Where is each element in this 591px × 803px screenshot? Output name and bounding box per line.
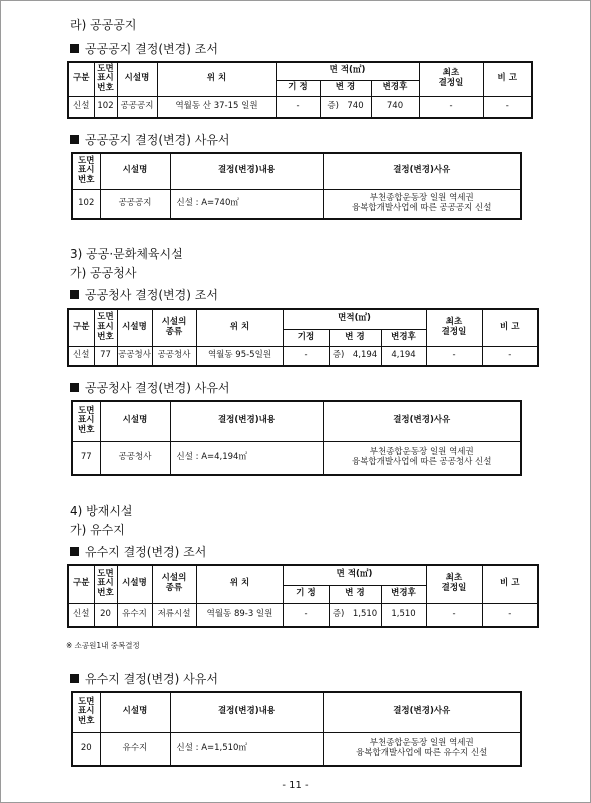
col-facility-kind: 시설의 종류: [152, 309, 196, 346]
col-area-change: 변 경: [320, 80, 371, 96]
col-area-after: 변경후: [381, 585, 426, 603]
cell-area-after: 4,194: [381, 346, 426, 366]
cell-decision-content: 신설 : A=4,194㎡: [170, 441, 323, 475]
col-area-after: 변경후: [381, 329, 426, 346]
cell-area-existing: -: [283, 346, 329, 366]
col-location: 위 치: [196, 565, 283, 603]
cell-facility-name: 공공청사: [117, 346, 152, 366]
reason-title-retention-pond: [70, 670, 218, 687]
col-facility-name: 시설명: [100, 153, 170, 189]
table-title-text: 공공공지 결정(변경) 조서: [85, 42, 218, 56]
col-facility-name: 시설명: [117, 62, 157, 96]
cell-map-number: 102: [72, 189, 100, 219]
col-facility-name: 시설명: [100, 692, 170, 732]
cell-facility-name: 공공청사: [100, 441, 170, 475]
cell-map-number: 20: [72, 732, 100, 766]
col-gubun: 구분: [68, 309, 94, 346]
table-row: [72, 189, 521, 219]
col-location: 위 치: [196, 309, 283, 346]
col-location: 위 치: [157, 62, 276, 96]
table-title-retention-pond: [70, 543, 206, 560]
cell-area-after: 1,510: [381, 603, 426, 627]
col-area-existing: 기 정: [276, 80, 320, 96]
col-gubun: 구분: [68, 62, 94, 96]
cell-facility-name: 유수지: [100, 732, 170, 766]
col-area-existing: 기 정: [283, 585, 329, 603]
cell-location: 역월동 95-5일원: [196, 346, 283, 366]
cell-gubun: 신설: [68, 96, 94, 118]
col-decision-content: 결정(변경)내용: [170, 153, 323, 189]
cell-gubun: 신설: [68, 346, 94, 366]
reason-title-public-space: [70, 131, 230, 148]
reason-title-government-office: [70, 379, 230, 396]
cell-facility-kind: 공공청사: [152, 346, 196, 366]
footnote-duplicate-decision: ※ 소공원1내 중복결정: [66, 641, 140, 650]
black-square-icon: [70, 135, 79, 144]
col-facility-kind: 시설의 종류: [152, 565, 196, 603]
col-map-number: 도면 표시 번호: [94, 309, 117, 346]
cell-first-decision: -: [426, 603, 482, 627]
cell-map-number: 77: [94, 346, 117, 366]
cell-location: 역월동 산 37-15 일원: [157, 96, 276, 118]
cell-map-number: 77: [72, 441, 100, 475]
col-decision-content: 결정(변경)내용: [170, 401, 323, 441]
public-space-decision-table: [67, 61, 533, 119]
col-area: 면 적(㎡): [276, 62, 419, 80]
cell-map-number: 102: [94, 96, 117, 118]
cell-decision-reason: 부천종합운동장 일원 역세권 융복합개발사업에 따른 유수지 신설: [323, 732, 521, 766]
col-decision-reason: 결정(변경)사유: [323, 401, 521, 441]
col-remark: 비 고: [483, 62, 532, 96]
cell-area-after: 740: [371, 96, 419, 118]
section-heading-public-culture: 3) 공공·문화체육시설: [70, 247, 183, 261]
col-first-decision: 최초 결정일: [419, 62, 483, 96]
reason-title-text: 공공청사 결정(변경) 사유서: [85, 381, 230, 395]
table-row: [72, 441, 521, 475]
cell-location: 역월동 89-3 일원: [196, 603, 283, 627]
cell-decision-reason: 부천종합운동장 일원 역세권 융복합개발사업에 따른 공공청사 신설: [323, 441, 521, 475]
black-square-icon: [70, 547, 79, 556]
section-heading-public-space: 라) 공공공지: [70, 18, 137, 32]
subheading-retention-pond: 가) 유수지: [70, 523, 125, 537]
cell-decision-reason: 부천종합운동장 일원 역세권 융복합개발사업에 따른 공공공지 신설: [323, 189, 521, 219]
col-first-decision: 최초 결정일: [426, 309, 482, 346]
cell-remark: -: [483, 96, 532, 118]
table-row: [68, 96, 532, 118]
cell-remark: -: [482, 346, 538, 366]
col-map-number: 도면 표시 번호: [72, 401, 100, 441]
black-square-icon: [70, 674, 79, 683]
retention-pond-reason-table: [71, 691, 522, 767]
cell-area-change: 증) 740: [320, 96, 371, 118]
cell-first-decision: -: [426, 346, 482, 366]
cell-area-existing: -: [283, 603, 329, 627]
col-area-existing: 기정: [283, 329, 329, 346]
black-square-icon: [70, 290, 79, 299]
cell-facility-name: 유수지: [117, 603, 152, 627]
cell-area-change: 증) 1,510: [329, 603, 381, 627]
col-remark: 비 고: [482, 565, 538, 603]
table-title-government-office: [70, 286, 218, 303]
cell-decision-content: 신설 : A=1,510㎡: [170, 732, 323, 766]
reason-title-text: 유수지 결정(변경) 사유서: [85, 672, 218, 686]
col-remark: 비 고: [482, 309, 538, 346]
col-facility-name: 시설명: [117, 565, 152, 603]
page-number: - 11 -: [282, 780, 309, 791]
col-decision-reason: 결정(변경)사유: [323, 153, 521, 189]
cell-facility-name: 공공공지: [100, 189, 170, 219]
col-area-after: 변경후: [371, 80, 419, 96]
section-heading-disaster-prevention: 4) 방재시설: [70, 504, 133, 518]
table-row: [68, 603, 538, 627]
subheading-government-office: 가) 공공청사: [70, 266, 137, 280]
government-office-decision-table: [67, 308, 539, 367]
col-area-change: 변 경: [329, 585, 381, 603]
col-map-number: 도면 표시 번호: [72, 153, 100, 189]
col-decision-reason: 결정(변경)사유: [323, 692, 521, 732]
col-facility-name: 시설명: [100, 401, 170, 441]
table-title-text: 공공청사 결정(변경) 조서: [85, 288, 218, 302]
table-title-public-space: [70, 40, 218, 57]
cell-area-existing: -: [276, 96, 320, 118]
col-map-number: 도면 표시 번호: [94, 565, 117, 603]
cell-facility-name: 공공공지: [117, 96, 157, 118]
black-square-icon: [70, 44, 79, 53]
table-row: [72, 732, 521, 766]
table-row: [68, 346, 538, 366]
col-decision-content: 결정(변경)내용: [170, 692, 323, 732]
cell-remark: -: [482, 603, 538, 627]
retention-pond-decision-table: [67, 564, 539, 628]
cell-map-number: 20: [94, 603, 117, 627]
cell-decision-content: 신설 : A=740㎡: [170, 189, 323, 219]
col-map-number: 도면 표시 번호: [72, 692, 100, 732]
cell-first-decision: -: [419, 96, 483, 118]
table-title-text: 유수지 결정(변경) 조서: [85, 545, 207, 559]
cell-facility-kind: 저류시설: [152, 603, 196, 627]
col-area: 면 적(㎡): [283, 565, 426, 585]
col-gubun: 구분: [68, 565, 94, 603]
cell-gubun: 신설: [68, 603, 94, 627]
col-first-decision: 최초 결정일: [426, 565, 482, 603]
black-square-icon: [70, 383, 79, 392]
government-office-reason-table: [71, 400, 522, 476]
col-facility-name: 시설명: [117, 309, 152, 346]
col-area: 면적(㎡): [283, 309, 426, 329]
reason-title-text: 공공공지 결정(변경) 사유서: [85, 133, 230, 147]
col-area-change: 변 경: [329, 329, 381, 346]
cell-area-change: 증) 4,194: [329, 346, 381, 366]
public-space-reason-table: [71, 152, 522, 220]
col-map-number: 도면 표시 번호: [94, 62, 117, 96]
